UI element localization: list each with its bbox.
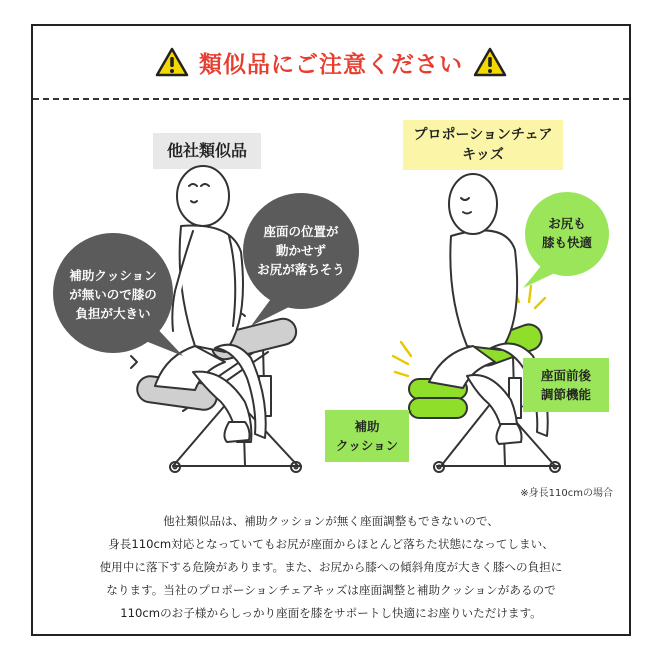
notice-frame [31, 24, 631, 636]
bubble-left-text: 補助クッション が無いので膝の 負担が大きい [69, 268, 157, 321]
label-our-product: プロポーションチェア キッズ [403, 120, 563, 170]
bubble-green-text: お尻も 膝も快適 [541, 216, 592, 250]
cushion-label: 補助 クッション [335, 419, 399, 453]
seat-adjust-label: 座面前後 調節機能 [540, 368, 591, 402]
page-title: 類似品にご注意ください [199, 51, 463, 78]
label-other-product: 他社類似品 [153, 133, 261, 169]
height-note: ※身長110cmの場合 [520, 488, 613, 499]
description-text: 他社類似品は、補助クッションが無く座面調整もできないので、 身長110cm対応となっていてもお尻が座面からほとんど落ちた状態になってしまい、 使用中に落下する危険があります。また、お尻から膝への傾斜角度が大きく膝への負担に なります。当社のプロポーションチェアキッズは座面調整と補助クッションがあるので 110cmのお子様からしっかり座面を膝をサポートし快適にお座りいただけます。 [99, 514, 563, 620]
bubble-right-text: 座面の位置が 動かせず お尻が落ちそう [257, 224, 345, 277]
